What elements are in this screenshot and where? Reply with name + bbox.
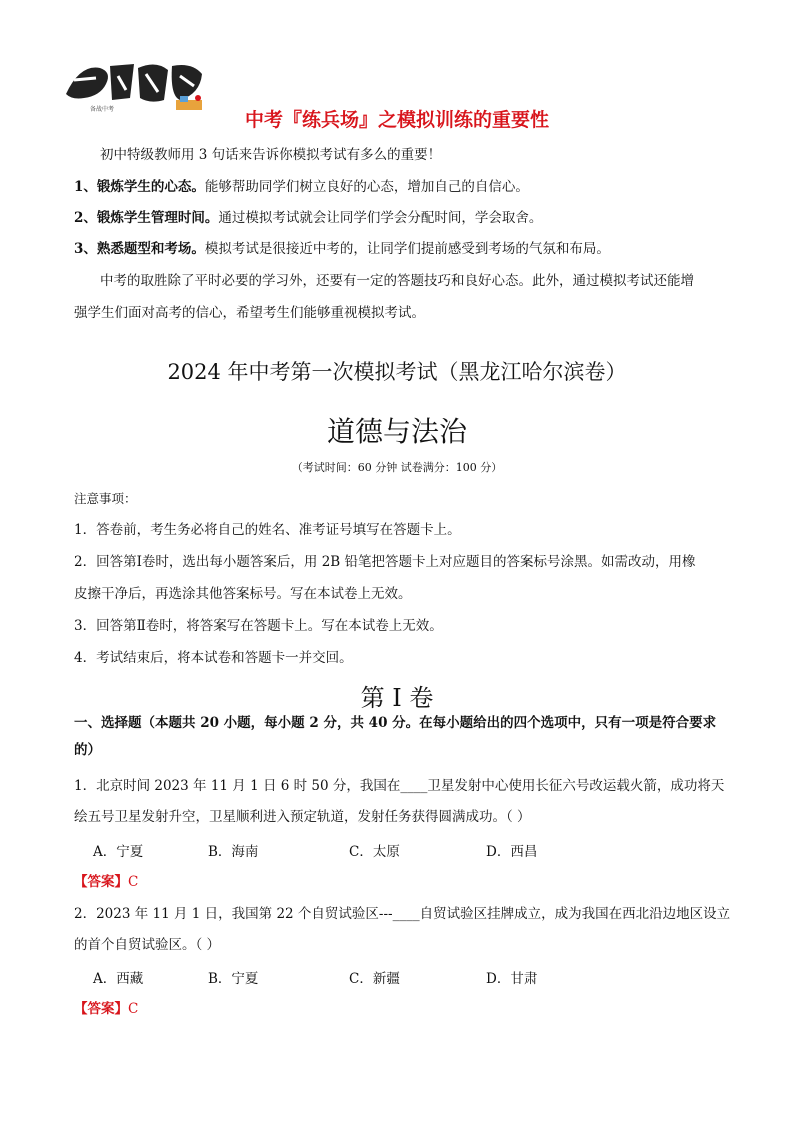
note-item-2: 2．回答第Ⅰ卷时，选出每小题答案后，用 2B 铅笔把答题卡上对应题目的答案标号涂黑。如需改动，用橡 [74,554,696,570]
note-item-3: 3．回答第Ⅱ卷时，将答案写在答题卡上。写在本试卷上无效。 [74,618,443,634]
intro-point-2: 2、锻炼学生管理时间。通过模拟考试就会让同学们学会分配时间，学会取舍。 [74,210,543,226]
question-2-answer: 【答案】C [74,1001,139,1017]
note-item-1: 1．答卷前，考生务必将自己的姓名、准考证号填写在答题卡上。 [74,522,461,538]
section-instruction-line-2: 的） [74,742,101,758]
intro-closing-line-1: 中考的取胜除了平时必要的学习外，还要有一定的答题技巧和良好心态。此外，通过模拟考试还能增 [100,273,694,289]
section-title: 第 I 卷 [360,684,434,712]
question-2-option-a: A．西藏 [93,971,144,987]
question-2-line-2: 的首个自贸试验区。（ ） [74,937,221,953]
intro-point-3: 3、熟悉题型和考场。模拟考试是很接近中考的，让同学们提前感受到考场的气氛和布局。 [74,241,610,257]
question-1-option-c: C．太原 [349,844,400,860]
question-1-option-b: B．海南 [208,844,259,860]
question-1-line-1: 1．北京时间 2023 年 11 月 1 日 6 时 50 分，我国在____卫星发射中心使用长征六号改运载火箭，成功将天 [74,778,725,794]
section-instruction-line-1: 一、选择题（本题共 20 小题，每小题 2 分，共 40 分。在每小题给出的四个选项中，只有一项是符合要求 [74,715,717,731]
question-1-line-2: 绘五号卫星发射升空，卫星顺利进入预定轨道，发射任务获得圆满成功。（ ） [74,809,531,825]
question-2-option-b: B．宁夏 [208,971,259,987]
question-2-option-d: D．甘肃 [486,971,538,987]
exam-subject: 道德与法治 [326,415,467,448]
intro-lead: 初中特级教师用 3 句话来告诉你模拟考试有多么的重要！ [100,147,442,163]
question-1-answer: 【答案】C [74,874,139,890]
logo-text: 备战中考 [90,106,115,113]
question-2-line-1: 2．2023 年 11 月 1 日，我国第 22 个自贸试验区---____自贸试验区挂牌成立，成为我国在西北沿边地区设立 [74,906,731,922]
intro-closing-line-2: 强学生们面对高考的信心，希望考生们能够重视模拟考试。 [74,305,425,321]
question-1-option-a: A．宁夏 [93,844,144,860]
question-1-option-d: D．西昌 [486,844,538,860]
notes-heading: 注意事项： [74,491,137,506]
note-item-4: 4．考试结束后，将本试卷和答题卡一并交回。 [74,650,353,666]
exam-meta: （考试时间：60 分钟 试卷满分：100 分） [291,461,503,474]
intro-point-1: 1、锻炼学生的心态。能够帮助同学们树立良好的心态，增加自己的自信心。 [74,179,529,195]
banner-title: 中考『练兵场』之模拟训练的重要性 [244,109,549,131]
note-item-2-cont: 皮擦干净后，再选涂其他答案标号。写在本试卷上无效。 [74,586,412,602]
exam-title: 2024 年中考第一次模拟考试（黑龙江哈尔滨卷） [167,360,627,384]
question-2-option-c: C．新疆 [349,971,400,987]
